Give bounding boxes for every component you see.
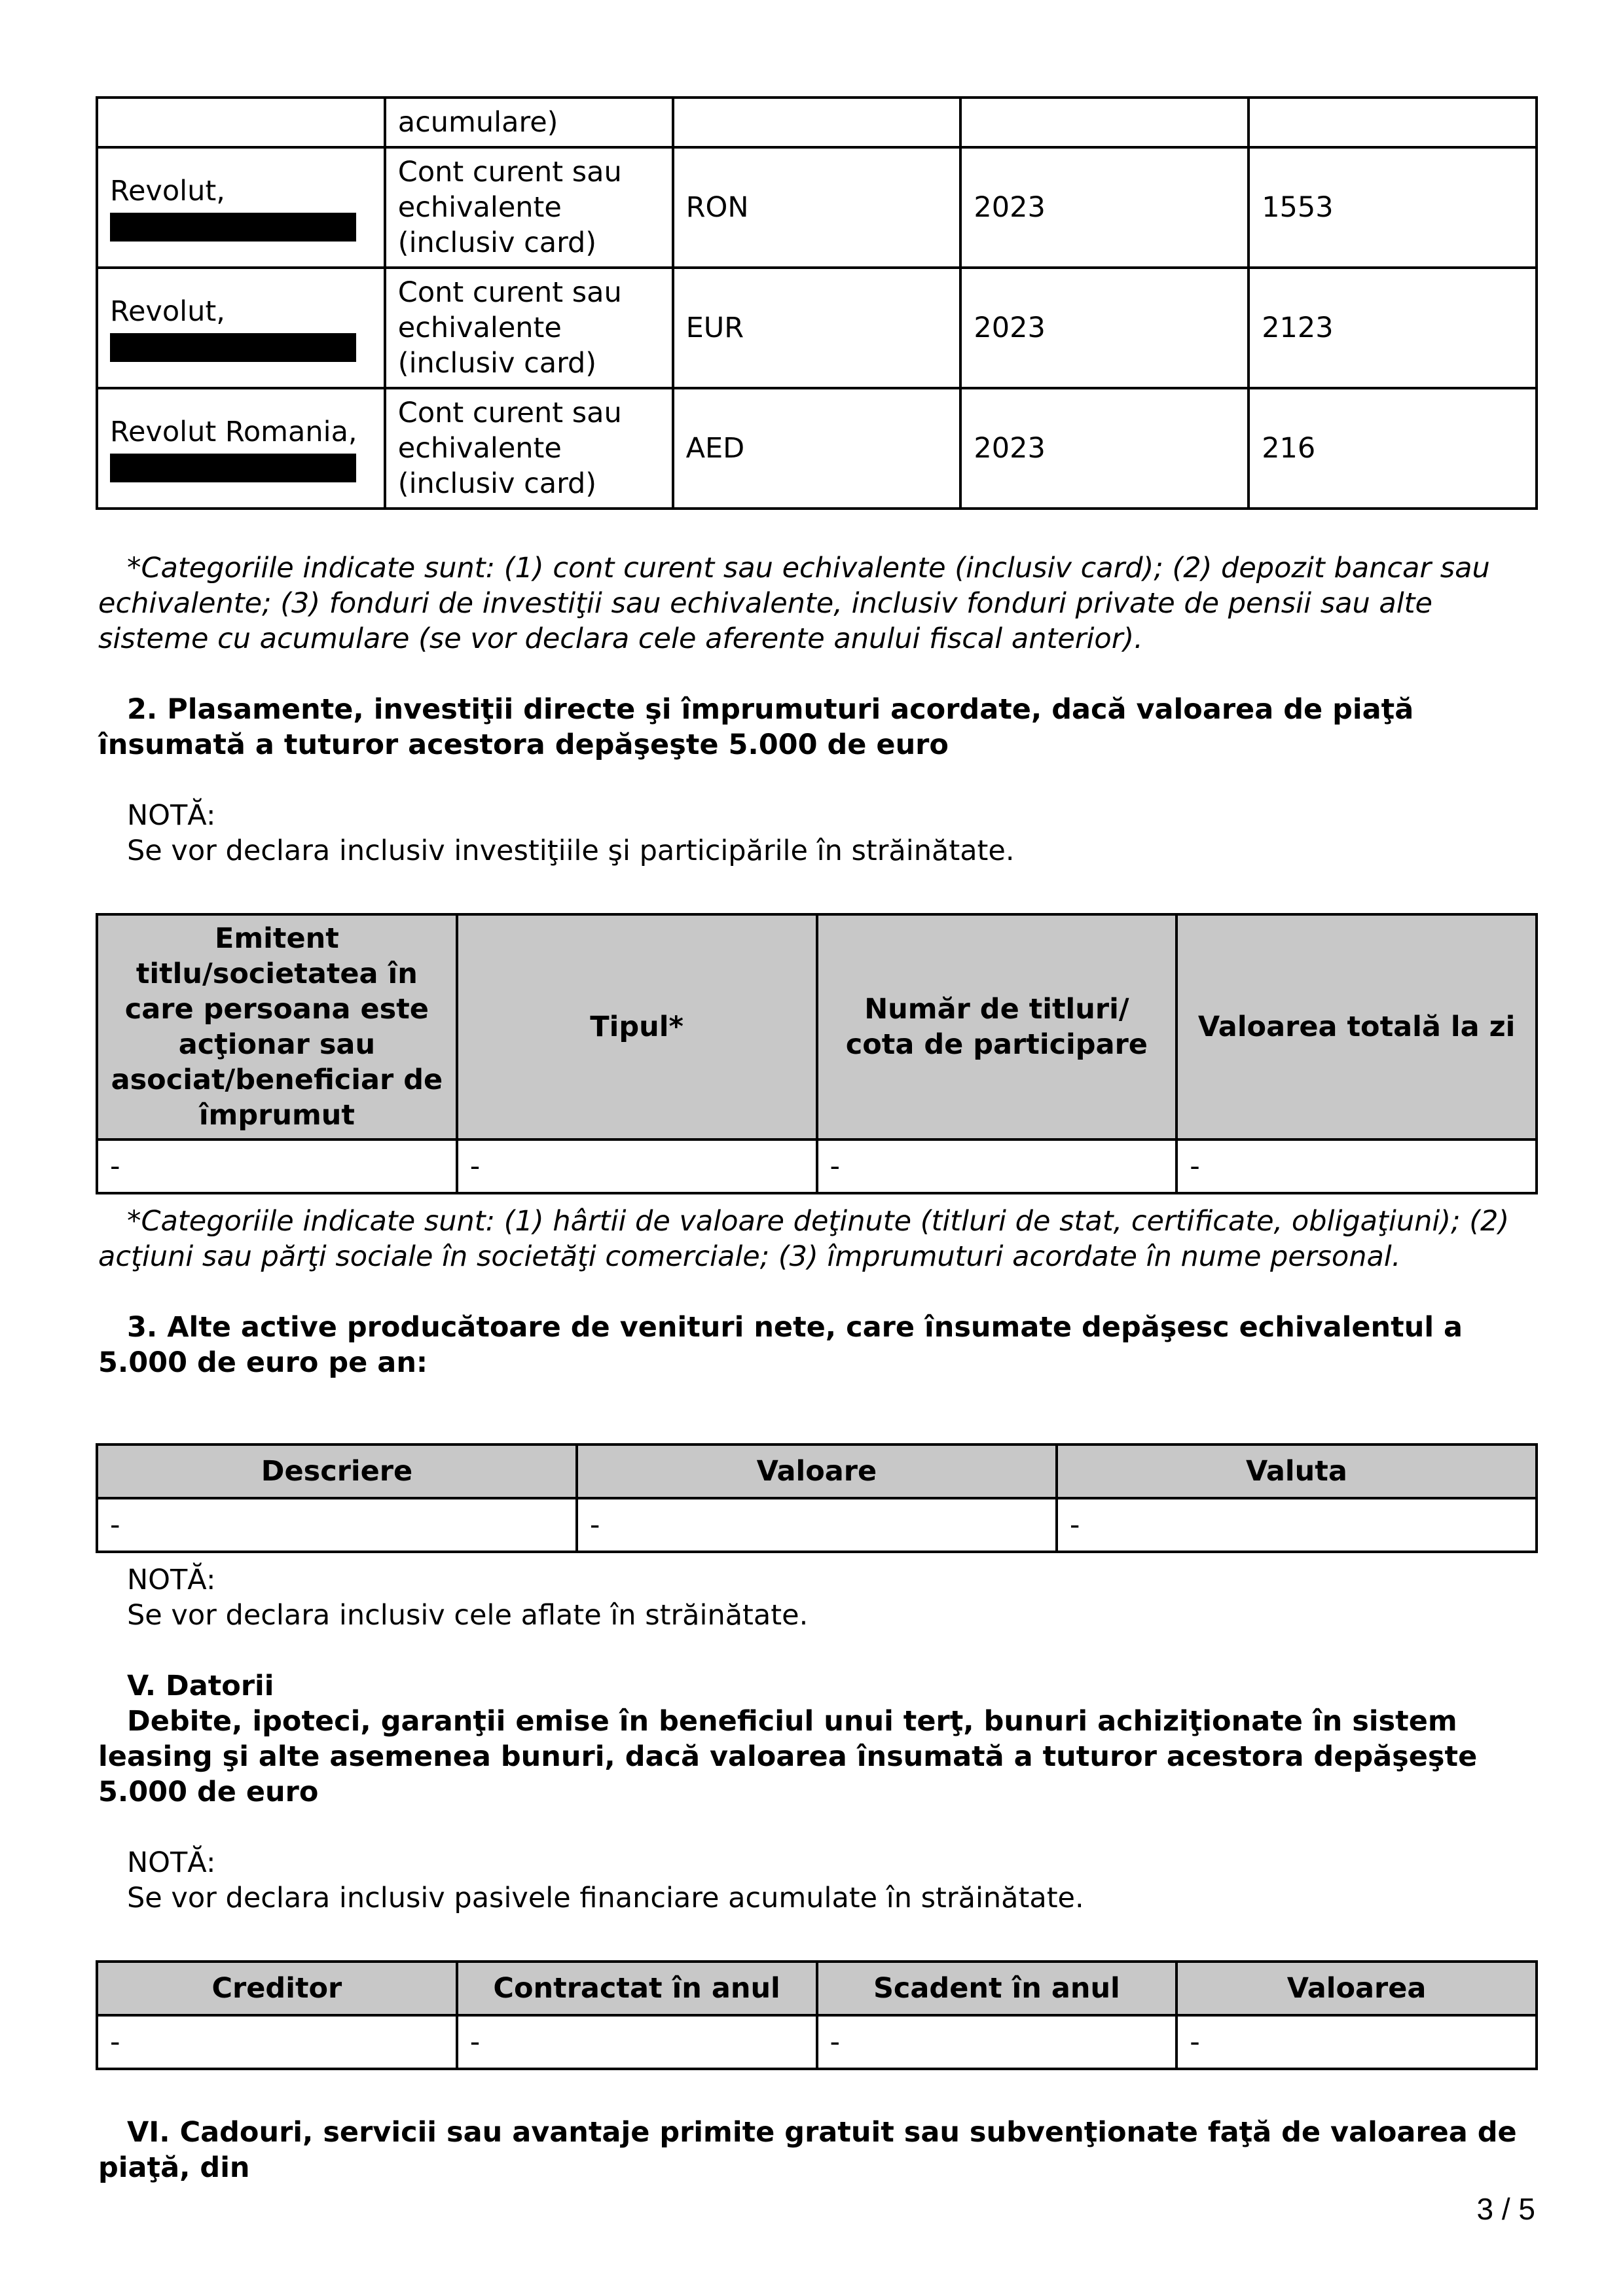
year-cell: 2023 (962, 269, 1247, 387)
investments-footnote: *Categoriile indicate sunt: (1) hârtii de valoare deţinute (titluri de stat, certificate, obligaţiuni); (2) acţiuni sau părţi sociale în societăţi comerciale; (3) împrumuturi acordate în nume personal. (98, 1205, 1510, 1273)
column-header: Valoarea (1178, 1963, 1535, 2014)
note-label: NOTĂ: (127, 1564, 216, 1596)
page-number: 3 / 5 (1476, 2192, 1535, 2226)
account-type-cell: Cont curent sau echivalente (inclusiv card) (386, 269, 672, 387)
currency-cell: AED (674, 389, 960, 507)
year-cell: 2023 (962, 149, 1247, 266)
value-cell: 1553 (1250, 149, 1535, 266)
year-cell (962, 99, 1247, 146)
table-header-row (98, 1963, 1535, 2014)
column-header: Valuta (1058, 1446, 1535, 1497)
debts-table (96, 1960, 1538, 2070)
institution-cell (98, 99, 384, 146)
year-cell: 2023 (962, 389, 1247, 507)
account-type-cell: acumulare) (386, 99, 672, 146)
column-header: Tipul* (458, 916, 816, 1138)
accounts-footnote: *Categoriile indicate sunt: (1) cont curent sau echivalente (inclusiv card); (2) depozit bancar sau echivalente; (3) fonduri de investiţii sau echivalente, inclusiv fonduri private de pensii sau alte sisteme cu acumulare (se vor declara cele aferente anului fiscal anterior). (98, 552, 1490, 655)
table-cell: - (458, 2017, 816, 2068)
section-6-heading: VI. Cadouri, servicii sau avantaje primite gratuit sau subvenţionate faţă de valoarea de piaţă, din (98, 2116, 1517, 2184)
institution-cell: Revolut, (98, 269, 384, 387)
table-cell: - (818, 2017, 1176, 2068)
section-5-heading: Debite, ipoteci, garanţii emise în beneficiul unui terţ, bunuri achiziţionate în sistem leasing şi alte asemenea bunuri, dacă valoarea însumată a tuturor acestora depăşeşte 5.000 de euro (98, 1705, 1478, 1808)
redaction-bar (110, 333, 356, 362)
table-row (98, 269, 1535, 387)
redaction-bar (110, 454, 356, 482)
section-2-heading: 2. Plasamente, investiţii directe şi împrumuturi acordate, dacă valoarea de piaţă însumată a tuturor acestora depăşeşte 5.000 de euro (98, 693, 1414, 761)
table-cell: - (578, 1499, 1055, 1551)
column-header: Contractat în anul (458, 1963, 816, 2014)
currency-cell: RON (674, 149, 960, 266)
table-row (98, 99, 1535, 146)
document-page (98, 96, 1535, 2185)
institution-cell: Revolut, (98, 149, 384, 266)
column-header: Valoare (578, 1446, 1055, 1497)
investments-table (96, 913, 1538, 1194)
column-header: Emitent titlu/societatea în care persoana este acţionar sau asociat/beneficiar de împrumut (98, 916, 456, 1138)
note-text: Se vor declara inclusiv investiţiile şi participările în străinătate. (127, 834, 1015, 867)
column-header: Număr de titluri/ cota de participare (818, 916, 1176, 1138)
table-cell: - (458, 1141, 816, 1192)
table-cell: - (98, 2017, 456, 2068)
table-cell: - (1058, 1499, 1535, 1551)
table-cell: - (98, 1141, 456, 1192)
redaction-bar (110, 213, 356, 242)
table-cell: - (1178, 1141, 1535, 1192)
table-row (98, 149, 1535, 266)
table-header-row (98, 1446, 1535, 1497)
table-row (98, 1141, 1535, 1192)
note-text: Se vor declara inclusiv cele aflate în străinătate. (127, 1599, 809, 1632)
institution-cell: Revolut Romania, (98, 389, 384, 507)
note-text: Se vor declara inclusiv pasivele financiare acumulate în străinătate. (127, 1882, 1084, 1914)
column-header: Descriere (98, 1446, 575, 1497)
table-cell: - (98, 1499, 575, 1551)
account-type-cell: Cont curent sau echivalente (inclusiv card) (386, 149, 672, 266)
table-row (98, 2017, 1535, 2068)
column-header: Valoarea totală la zi (1178, 916, 1535, 1138)
table-cell: - (1178, 2017, 1535, 2068)
value-cell: 2123 (1250, 269, 1535, 387)
other-assets-table (96, 1443, 1538, 1553)
section-5-title: V. Datorii (127, 1670, 274, 1702)
value-cell: 216 (1250, 389, 1535, 507)
note-label: NOTĂ: (127, 1846, 216, 1879)
table-row (98, 389, 1535, 507)
column-header: Scadent în anul (818, 1963, 1176, 2014)
value-cell (1250, 99, 1535, 146)
table-row (98, 1499, 1535, 1551)
section-3-heading: 3. Alte active producătoare de venituri nete, care însumate depăşesc echivalentul a 5.000 de euro pe an: (98, 1311, 1463, 1379)
note-label: NOTĂ: (127, 799, 216, 832)
currency-cell: EUR (674, 269, 960, 387)
currency-cell (674, 99, 960, 146)
accounts-table (96, 96, 1538, 510)
column-header: Creditor (98, 1963, 456, 2014)
account-type-cell: Cont curent sau echivalente (inclusiv card) (386, 389, 672, 507)
table-header-row (98, 916, 1535, 1138)
table-cell: - (818, 1141, 1176, 1192)
